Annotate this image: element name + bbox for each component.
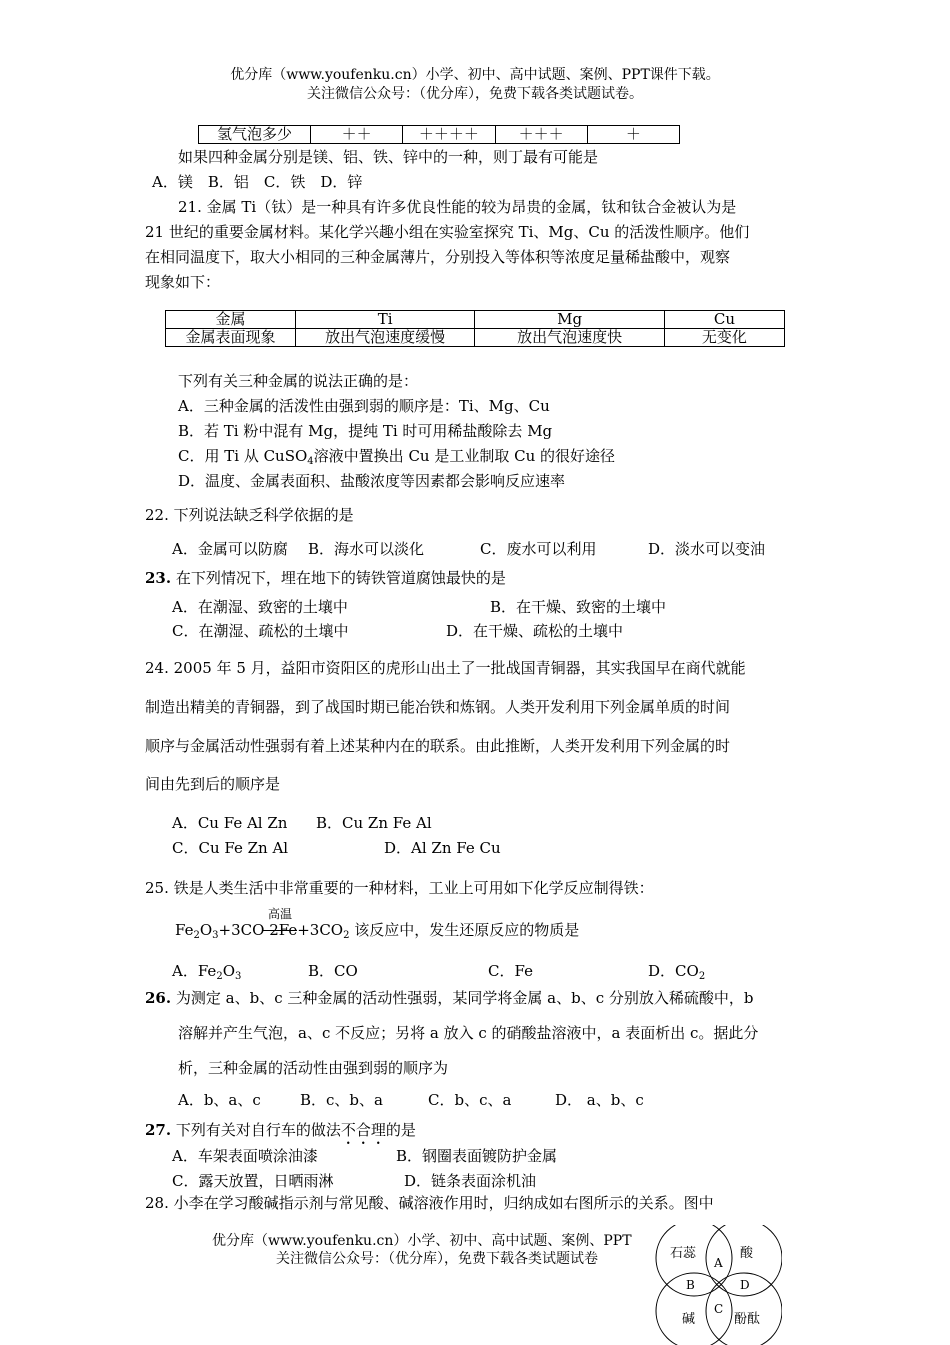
table-header-cell: Mg [475, 311, 664, 329]
q22-stem: 22. 下列说法缺乏科学依据的是 [145, 506, 354, 524]
table-cell: 放出气泡速度快 [475, 329, 664, 347]
q21-option-b: B．若 Ti 粉中混有 Mg，提纯 Ti 时可用稀盐酸除去 Mg [178, 422, 553, 440]
venn-region-a: A [714, 1256, 723, 1270]
q21-line-2: 21 世纪的重要金属材料。某化学兴趣小组在实验室探究 Ti、Mg、Cu 的活泼性顺序。他们 [145, 223, 750, 241]
q28-stem: 28. 小李在学习酸碱指示剂与常见酸、碱溶液作用时，归纳成如右图所示的关系。图中 [145, 1194, 714, 1212]
q26-line-3: 析，三种金属的活动性由强到弱的顺序为 [178, 1059, 449, 1077]
q26-option-c: C．b、c、a [428, 1091, 512, 1109]
q21-option-d: D．温度、金属表面积、盐酸浓度等因素都会影响反应速率 [178, 472, 566, 490]
q22-option-d: D．淡水可以变油 [648, 540, 766, 558]
table-header-cell: Ti [295, 311, 474, 329]
q22-option-b: B．海水可以淡化 [308, 540, 425, 558]
venn-label-base: 碱 [682, 1312, 696, 1327]
q22-option-a: A．金属可以防腐 [172, 540, 288, 558]
q25-option-d: D．$CO_2$ [648, 962, 706, 982]
q23-option-b: B．在干燥、致密的土壤中 [490, 598, 667, 616]
q24-option-a: A．Cu Fe Al Zn [172, 814, 288, 832]
q23-option-a: A．在潮湿、致密的土壤中 [172, 598, 348, 616]
indicator-venn-diagram [652, 1225, 782, 1345]
q25-option-a: A．$Fe_2O_3$ [172, 962, 242, 982]
table-cell: ＋＋＋＋ [403, 126, 495, 144]
q23-stem: 23. 在下列情况下，埋在地下的铸铁管道腐蚀最快的是 [145, 569, 506, 587]
q27-option-a: A．车架表面喷涂油漆 [172, 1147, 318, 1165]
q21-line-3: 在相同温度下，取大小相同的三种金属薄片，分别投入等体积等浓度足量稀盐酸中，观察 [145, 248, 731, 266]
q21-option-c: C．用 Ti 从 CuSO$_4$溶液中置换出 Cu 是工业制取 Cu 的很好途径 [178, 447, 616, 467]
q26-option-a: A．b、a、c [178, 1091, 261, 1109]
header-line-2: 关注微信公众号：（优分库），免费下载各类试题试卷。 [307, 86, 643, 102]
q21-option-a: A．三种金属的活泼性由强到弱的顺序是：Ti、Mg、Cu [178, 397, 550, 415]
q25-stem: 25. 铁是人类生活中非常重要的一种材料，工业上可用如下化学反应制得铁： [145, 879, 654, 897]
q27-option-d: D．链条表面涂机油 [404, 1172, 537, 1190]
q27-stem: 27. 下列有关对自行车的做法不合理的是 [145, 1121, 416, 1139]
q25-condition: 高温 [268, 907, 293, 921]
q24-option-d: D．Al Zn Fe Cu [384, 839, 501, 857]
q24-line-2: 制造出精美的青铜器，到了战国时期已能冶铁和炼钢。人类开发利用下列金属单质的时间 [145, 698, 731, 716]
venn-label-acid: 酸 [740, 1246, 754, 1261]
q26-option-d: D． a、b、c [555, 1091, 644, 1109]
emphasized-text: 不合理 [340, 1121, 386, 1139]
q22-option-c: C．废水可以利用 [480, 540, 597, 558]
q27-option-c: C．露天放置，日晒雨淋 [172, 1172, 334, 1190]
table-cell: 金属表面现象 [166, 329, 296, 347]
header-line-1: 优分库（www.youfenku.cn）小学、初中、高中试题、案例、PPT课件下载。 [230, 67, 720, 83]
venn-label-phenolphthalein: 酚酞 [734, 1312, 761, 1327]
table-header-cell: Cu [664, 311, 784, 329]
q21-line-1: 21. 金属 Ti（钛）是一种具有许多优良性能的较为昂贵的金属，钛和钛合金被认为是 [178, 198, 737, 216]
table-cell: 无变化 [664, 329, 784, 347]
footer-line-1: 优分库（www.youfenku.cn）小学、初中、高中试题、案例、PPT [212, 1233, 632, 1249]
q24-line-1: 24. 2005 年 5 月，益阳市资阳区的虎形山出土了一批战国青铜器，其实我国早在商代就能 [145, 659, 746, 677]
table-cell: ＋＋ [311, 126, 403, 144]
table-cell: ＋＋＋ [495, 126, 587, 144]
venn-region-d: D [740, 1278, 750, 1292]
q24-line-3: 顺序与金属活动性强弱有着上述某种内在的联系。由此推断，人类开发利用下列金属的时 [145, 737, 731, 755]
q24-line-4: 间由先到后的顺序是 [145, 775, 281, 793]
table-cell: 放出气泡速度缓慢 [295, 329, 474, 347]
q27-option-b: B．钢圈表面镀防护金属 [396, 1147, 558, 1165]
q26-option-b: B．c、b、a [300, 1091, 383, 1109]
q21-line-4: 现象如下： [145, 273, 221, 291]
q25-option-c: C．Fe [488, 962, 533, 980]
q21-question: 下列有关三种金属的说法正确的是： [178, 372, 419, 390]
table-header-cell: 金属 [166, 311, 296, 329]
footer-line-2: 关注微信公众号：（优分库），免费下载各类试题试卷 [276, 1251, 598, 1267]
q26-line-2: 溶解并产生气泡，a、c 不反应；另将 a 放入 c 的硝酸盐溶液中，a 表面析出 c。据此分 [178, 1024, 759, 1042]
q20-text: 如果四种金属分别是镁、铝、铁、锌中的一种，则丁最有可能是 [178, 148, 599, 166]
venn-region-c: C [714, 1302, 724, 1316]
q24-option-c: C．Cu Fe Zn Al [172, 839, 289, 857]
q23-option-c: C．在潮湿、疏松的土壤中 [172, 622, 349, 640]
q24-option-b: B．Cu Zn Fe Al [316, 814, 432, 832]
q25-equation: $Fe_2O_3+3CO$ $2Fe+3CO_2$ 该反应中，发生还原反应的物质是 [175, 921, 580, 941]
q25-option-b: B．CO [308, 962, 358, 980]
hydrogen-bubble-table [198, 125, 680, 144]
metal-observation-table [165, 310, 785, 347]
table-cell: 氢气泡多少 [199, 126, 311, 144]
q26-line-1: 26. 为测定 a、b、c 三种金属的活动性强弱，某同学将金属 a、b、c 分别放入稀硫酸中，b [145, 989, 754, 1007]
table-cell: ＋ [587, 126, 679, 144]
venn-region-b: B [686, 1278, 695, 1292]
venn-label-litmus: 石蕊 [670, 1246, 697, 1261]
q20-options: A．镁 B．铝 C．铁 D．锌 [152, 173, 363, 191]
q23-option-d: D．在干燥、疏松的土壤中 [446, 622, 624, 640]
